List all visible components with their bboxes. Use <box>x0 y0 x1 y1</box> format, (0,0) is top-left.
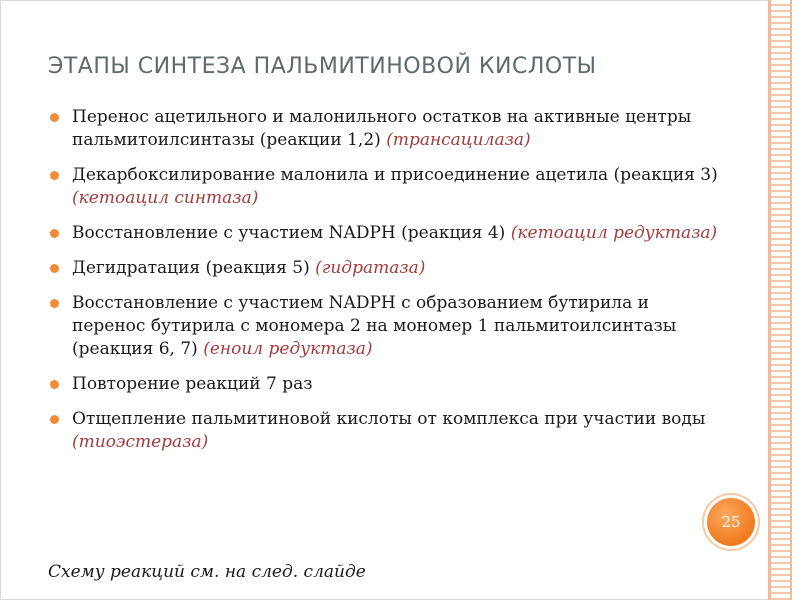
bullet-dot-icon <box>50 299 59 308</box>
bullet-item <box>46 373 726 396</box>
bullet-text: Отщепление пальмитиновой кислоты от комплекса при участии воды <box>72 409 706 429</box>
decorative-stripe <box>768 0 800 600</box>
enzyme-name: (тиоэстераза) <box>72 432 209 452</box>
bullet-dot-icon <box>50 113 59 122</box>
bullet-text: Восстановление с участием NADPH (реакция 4) <box>72 223 511 243</box>
enzyme-name: (кетоацил синтаза) <box>72 188 259 208</box>
bullet-dot-icon <box>50 415 59 424</box>
bullet-item <box>46 164 726 210</box>
bullet-item <box>46 408 726 454</box>
enzyme-name: (еноил редуктаза) <box>203 339 373 359</box>
bullet-item <box>46 222 726 245</box>
enzyme-name: (кетоацил редуктаза) <box>510 223 718 243</box>
footer-note: Схему реакций см. на след. слайде <box>48 562 366 582</box>
bullet-item <box>46 292 726 361</box>
bullet-dot-icon <box>50 229 59 238</box>
page-number-badge: 25 <box>707 498 755 546</box>
bullet-dot-icon <box>50 264 59 273</box>
bullet-item <box>46 106 726 152</box>
bullet-text: Перенос ацетильного и малонильного остатков на активные центры пальмитоилсинтазы (реакции 1,2) <box>72 107 692 150</box>
bullet-list <box>46 106 726 466</box>
bullet-dot-icon <box>50 171 59 180</box>
slide-title: ЭТАПЫ СИНТЕЗА ПАЛЬМИТИНОВОЙ КИСЛОТЫ <box>48 54 597 79</box>
enzyme-name: (трансацилаза) <box>386 130 531 150</box>
bullet-text: Дегидратация (реакция 5) <box>72 258 316 278</box>
bullet-item <box>46 257 726 280</box>
bullet-dot-icon <box>50 380 59 389</box>
bullet-text: Восстановление с участием NADPH с образованием бутирила и перенос бутирила с мономера 2 на мономер 1 пальмитоилсинтазы (реакция 6, 7) <box>72 293 677 359</box>
enzyme-name: (гидратаза) <box>315 258 426 278</box>
bullet-text: Декарбоксилирование малонила и присоединение ацетила (реакция 3) <box>72 165 718 185</box>
bullet-text: Повторение реакций 7 раз <box>72 374 313 394</box>
